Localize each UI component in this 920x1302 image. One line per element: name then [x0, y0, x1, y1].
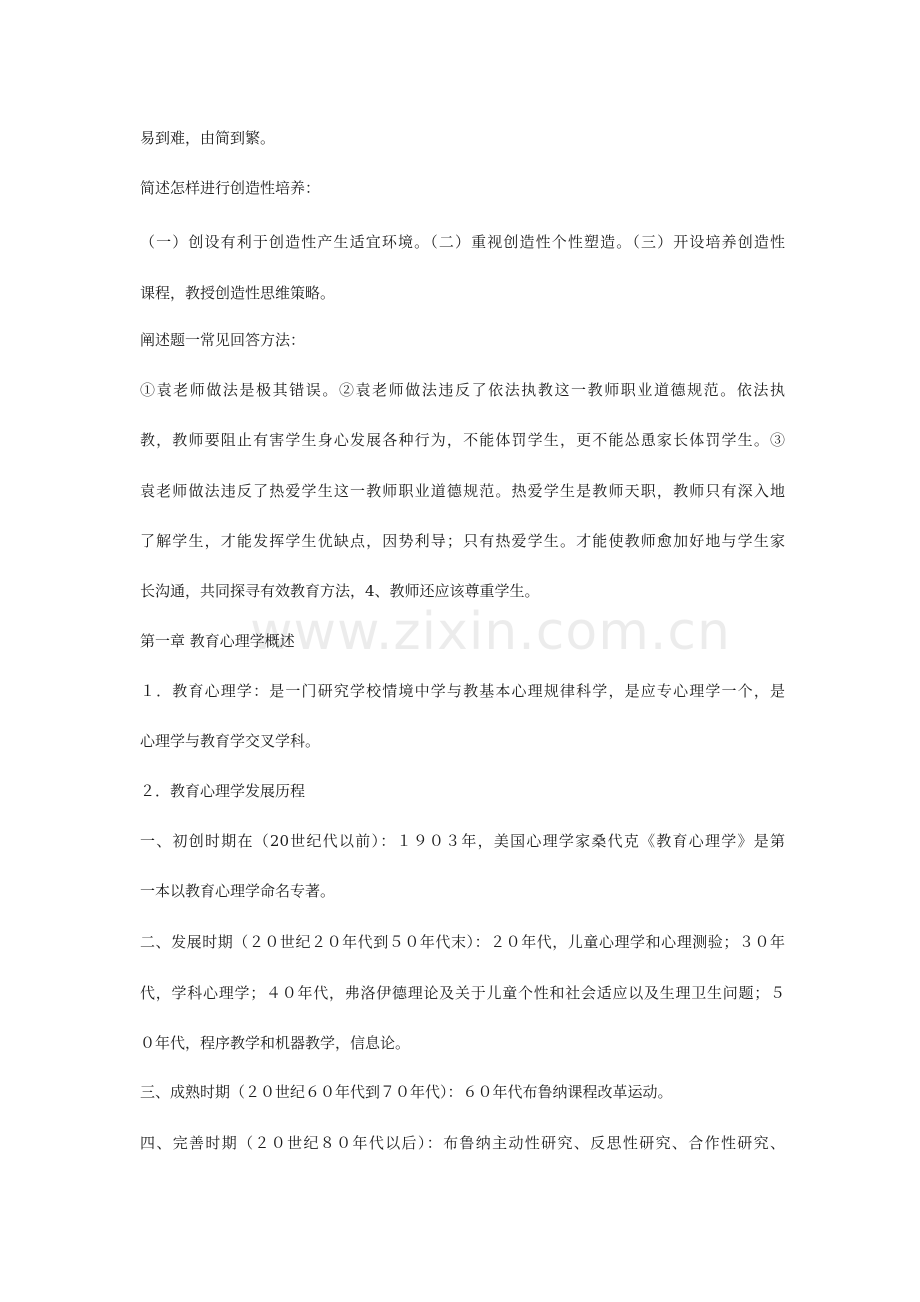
text-line: ０年代，程序教学和机器教学，信息论。 [140, 1034, 411, 1052]
section-heading: 第一章 教育心理学概述 [140, 632, 295, 650]
watermark: www.zixin.com.cn [250, 602, 731, 662]
text-line: 一本以教育心理学命名专著。 [140, 882, 336, 900]
text-line: 二、发展时期（２０世纪２０年代到５０年代末）：２０年代，儿童心理学和心理测验；３０年 [140, 933, 785, 951]
text-line: 代，学科心理学；４０年代，弗洛伊德理论及关于儿童个性和社会适应以及生理卫生问题；５ [140, 984, 785, 1002]
text-line: 教，教师要阻止有害学生身心发展各种行为，不能体罚学生，更不能怂恿家长体罚学生。③ [140, 431, 785, 449]
text-line: 三、成熟时期（２０世纪６０年代到７０年代）：６０年代布鲁纳课程改革运动。 [140, 1083, 673, 1101]
text-line: 简述怎样进行创造性培养： [140, 179, 321, 197]
text-line: 易到难，由简到繁。 [140, 129, 276, 147]
text-line: ２．教育心理学发展历程 [140, 782, 306, 800]
text-line: 四、完善时期（２０世纪８０年代以后）：布鲁纳主动性研究、反思性研究、合作性研究、 [140, 1134, 785, 1152]
text-line: 心理学与教育学交叉学科。 [140, 732, 321, 750]
text-line: 长沟通，共同探寻有效教育方法，4、教师还应该尊重学生。 [140, 582, 540, 600]
text-line: ①袁老师做法是极其错误。②袁老师做法违反了依法执教这一教师职业道德规范。依法执 [140, 381, 785, 399]
text-line: 阐述题一常见回答方法： [140, 331, 306, 349]
text-line: 课程，教授创造性思维策略。 [140, 284, 336, 302]
text-line: １．教育心理学：是一门研究学校情境中学与教基本心理规律科学，是应专心理学一个，是 [140, 682, 785, 700]
text-line: 了解学生，才能发挥学生优缺点，因势利导；只有热爱学生。才能使教师愈加好地与学生家 [140, 532, 785, 550]
text-line: 一、初创时期在（20世纪代以前）：１９０３年，美国心理学家桑代克《教育心理学》是第 [140, 832, 785, 850]
text-line: （一）创设有利于创造性产生适宜环境。（二）重视创造性个性塑造。（三）开设培养创造性 [140, 233, 785, 251]
text-line: 袁老师做法违反了热爱学生这一教师职业道德规范。热爱学生是教师天职，教师只有深入地 [140, 482, 785, 500]
